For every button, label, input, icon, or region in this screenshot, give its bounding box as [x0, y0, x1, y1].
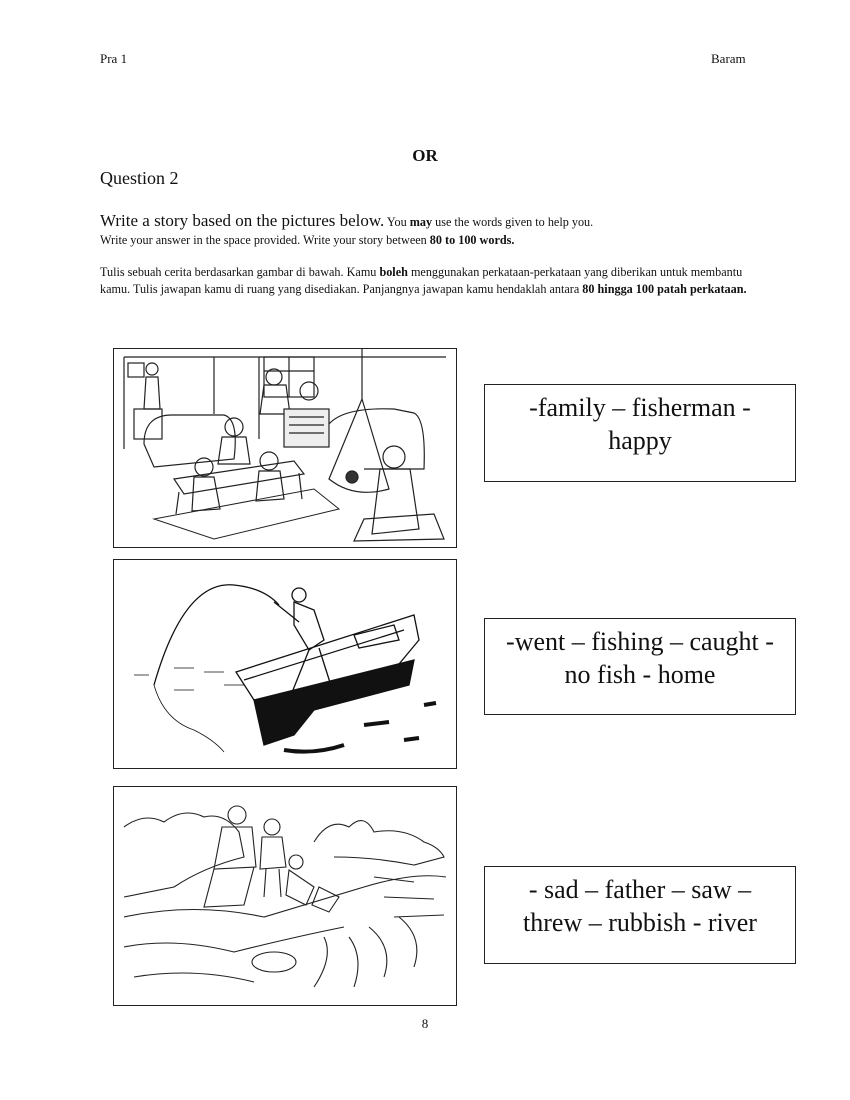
instructions-english [100, 212, 760, 249]
word-hint-line: -went – fishing – caught - [506, 627, 774, 656]
word-count-requirement: 80 hingga 100 patah perkataan. [582, 282, 747, 296]
instruction-emphasis: boleh [379, 265, 408, 279]
instruction-text: use the words given to help you. [432, 215, 594, 229]
question-title: Question 2 [100, 168, 179, 188]
or-label: OR [412, 146, 438, 165]
instructions-malay [100, 264, 760, 298]
word-count-requirement: 80 to 100 words. [429, 233, 515, 247]
word-hint-box-2 [484, 618, 796, 715]
family-living-room-picture [113, 348, 457, 548]
instruction-text: Write your answer in the space provided. Write your story between [100, 233, 430, 247]
instruction-text: menggunakan perkataan-perkataan yang diberikan untuk membantu kamu. Tulis jawapan kamu di ruang yang disediakan. Panjangnya jawapan kamu hendaklah antara [100, 265, 743, 296]
word-hint-box-3 [484, 866, 796, 964]
fisherman-in-boat-picture [113, 559, 457, 769]
instruction-lead: Write a story based on the pictures below. [100, 211, 385, 230]
word-hint-line: threw – rubbish - river [523, 908, 757, 937]
instruction-text: Tulis sebuah cerita berdasarkan gambar di bawah. Kamu [100, 265, 380, 279]
word-hint-line: no fish - home [564, 660, 716, 689]
header-right: Baram [711, 51, 746, 66]
page-number: 8 [421, 1016, 429, 1031]
instruction-text: You [384, 215, 410, 229]
rubbish-in-river-picture [113, 786, 457, 1006]
word-hint-line: - sad – father – saw – [528, 875, 752, 904]
header-left: Pra 1 [100, 51, 128, 66]
word-hint-line: -family – fisherman - [529, 393, 751, 422]
word-hint-line: happy [608, 426, 672, 455]
instruction-emphasis: may [409, 215, 433, 229]
word-hint-box-1 [484, 384, 796, 482]
